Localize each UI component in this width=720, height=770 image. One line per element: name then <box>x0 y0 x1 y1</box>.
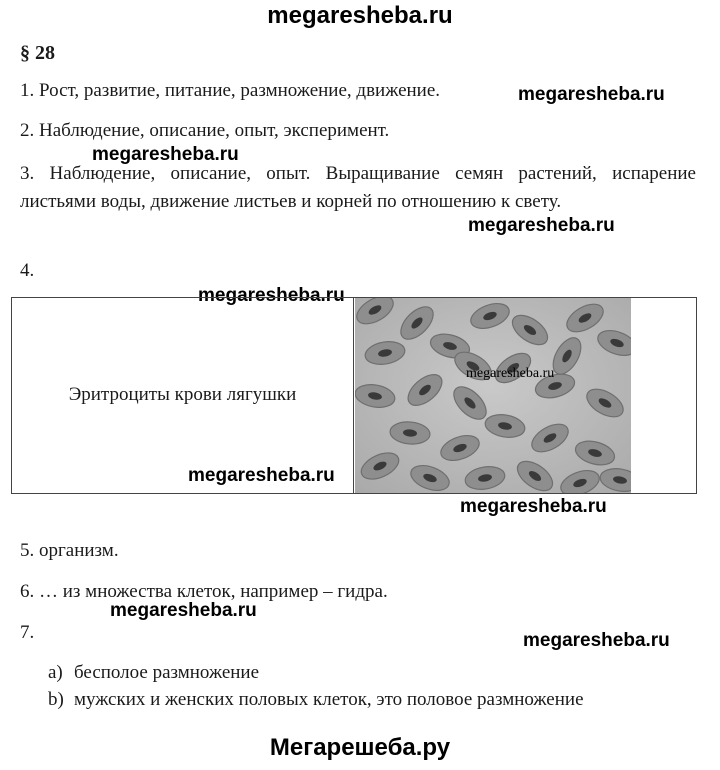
list-text: мужских и женских половых клеток, это половое размножение <box>74 689 584 710</box>
answer-7-item-b <box>48 689 584 711</box>
answer-4-number: 4. <box>20 260 35 281</box>
watermark: megaresheba.ru <box>460 496 607 517</box>
watermark: megaresheba.ru <box>523 630 670 651</box>
answer-6: 6. … из множества клеток, например – гидра. <box>20 581 388 602</box>
answer-2: 2. Наблюдение, описание, опыт, эксперимент. <box>20 120 390 141</box>
watermark: megaresheba.ru <box>518 84 665 105</box>
watermark: megaresheba.ru <box>466 366 555 381</box>
answer-5: 5. организм. <box>20 540 119 561</box>
micrograph-svg <box>355 298 631 493</box>
frog-blood-micrograph <box>355 298 631 493</box>
section-title: § 28 <box>20 42 55 64</box>
watermark: megaresheba.ru <box>92 144 239 165</box>
answer-7-item-a <box>48 662 259 684</box>
list-marker: b) <box>48 689 64 710</box>
answer-7-number: 7. <box>20 622 35 643</box>
site-footer: Мегарешеба.ру <box>269 734 451 761</box>
site-header: megaresheba.ru <box>267 2 453 29</box>
watermark: megaresheba.ru <box>188 465 335 486</box>
table-cell-label: Эритроциты крови лягушки <box>68 384 297 405</box>
answer-3: 3. Наблюдение, описание, опыт. Выращивание семян растений, испарение листьями воды, движение листьев и корней по отношению к свету. <box>20 163 696 212</box>
table-divider <box>353 297 354 494</box>
watermark: megaresheba.ru <box>468 215 615 236</box>
list-marker: a) <box>48 662 63 683</box>
answer-1: 1. Рост, развитие, питание, размножение, движение. <box>20 80 441 101</box>
watermark: megaresheba.ru <box>198 285 345 306</box>
watermark: megaresheba.ru <box>110 600 257 621</box>
list-text: бесполое размножение <box>74 662 260 683</box>
